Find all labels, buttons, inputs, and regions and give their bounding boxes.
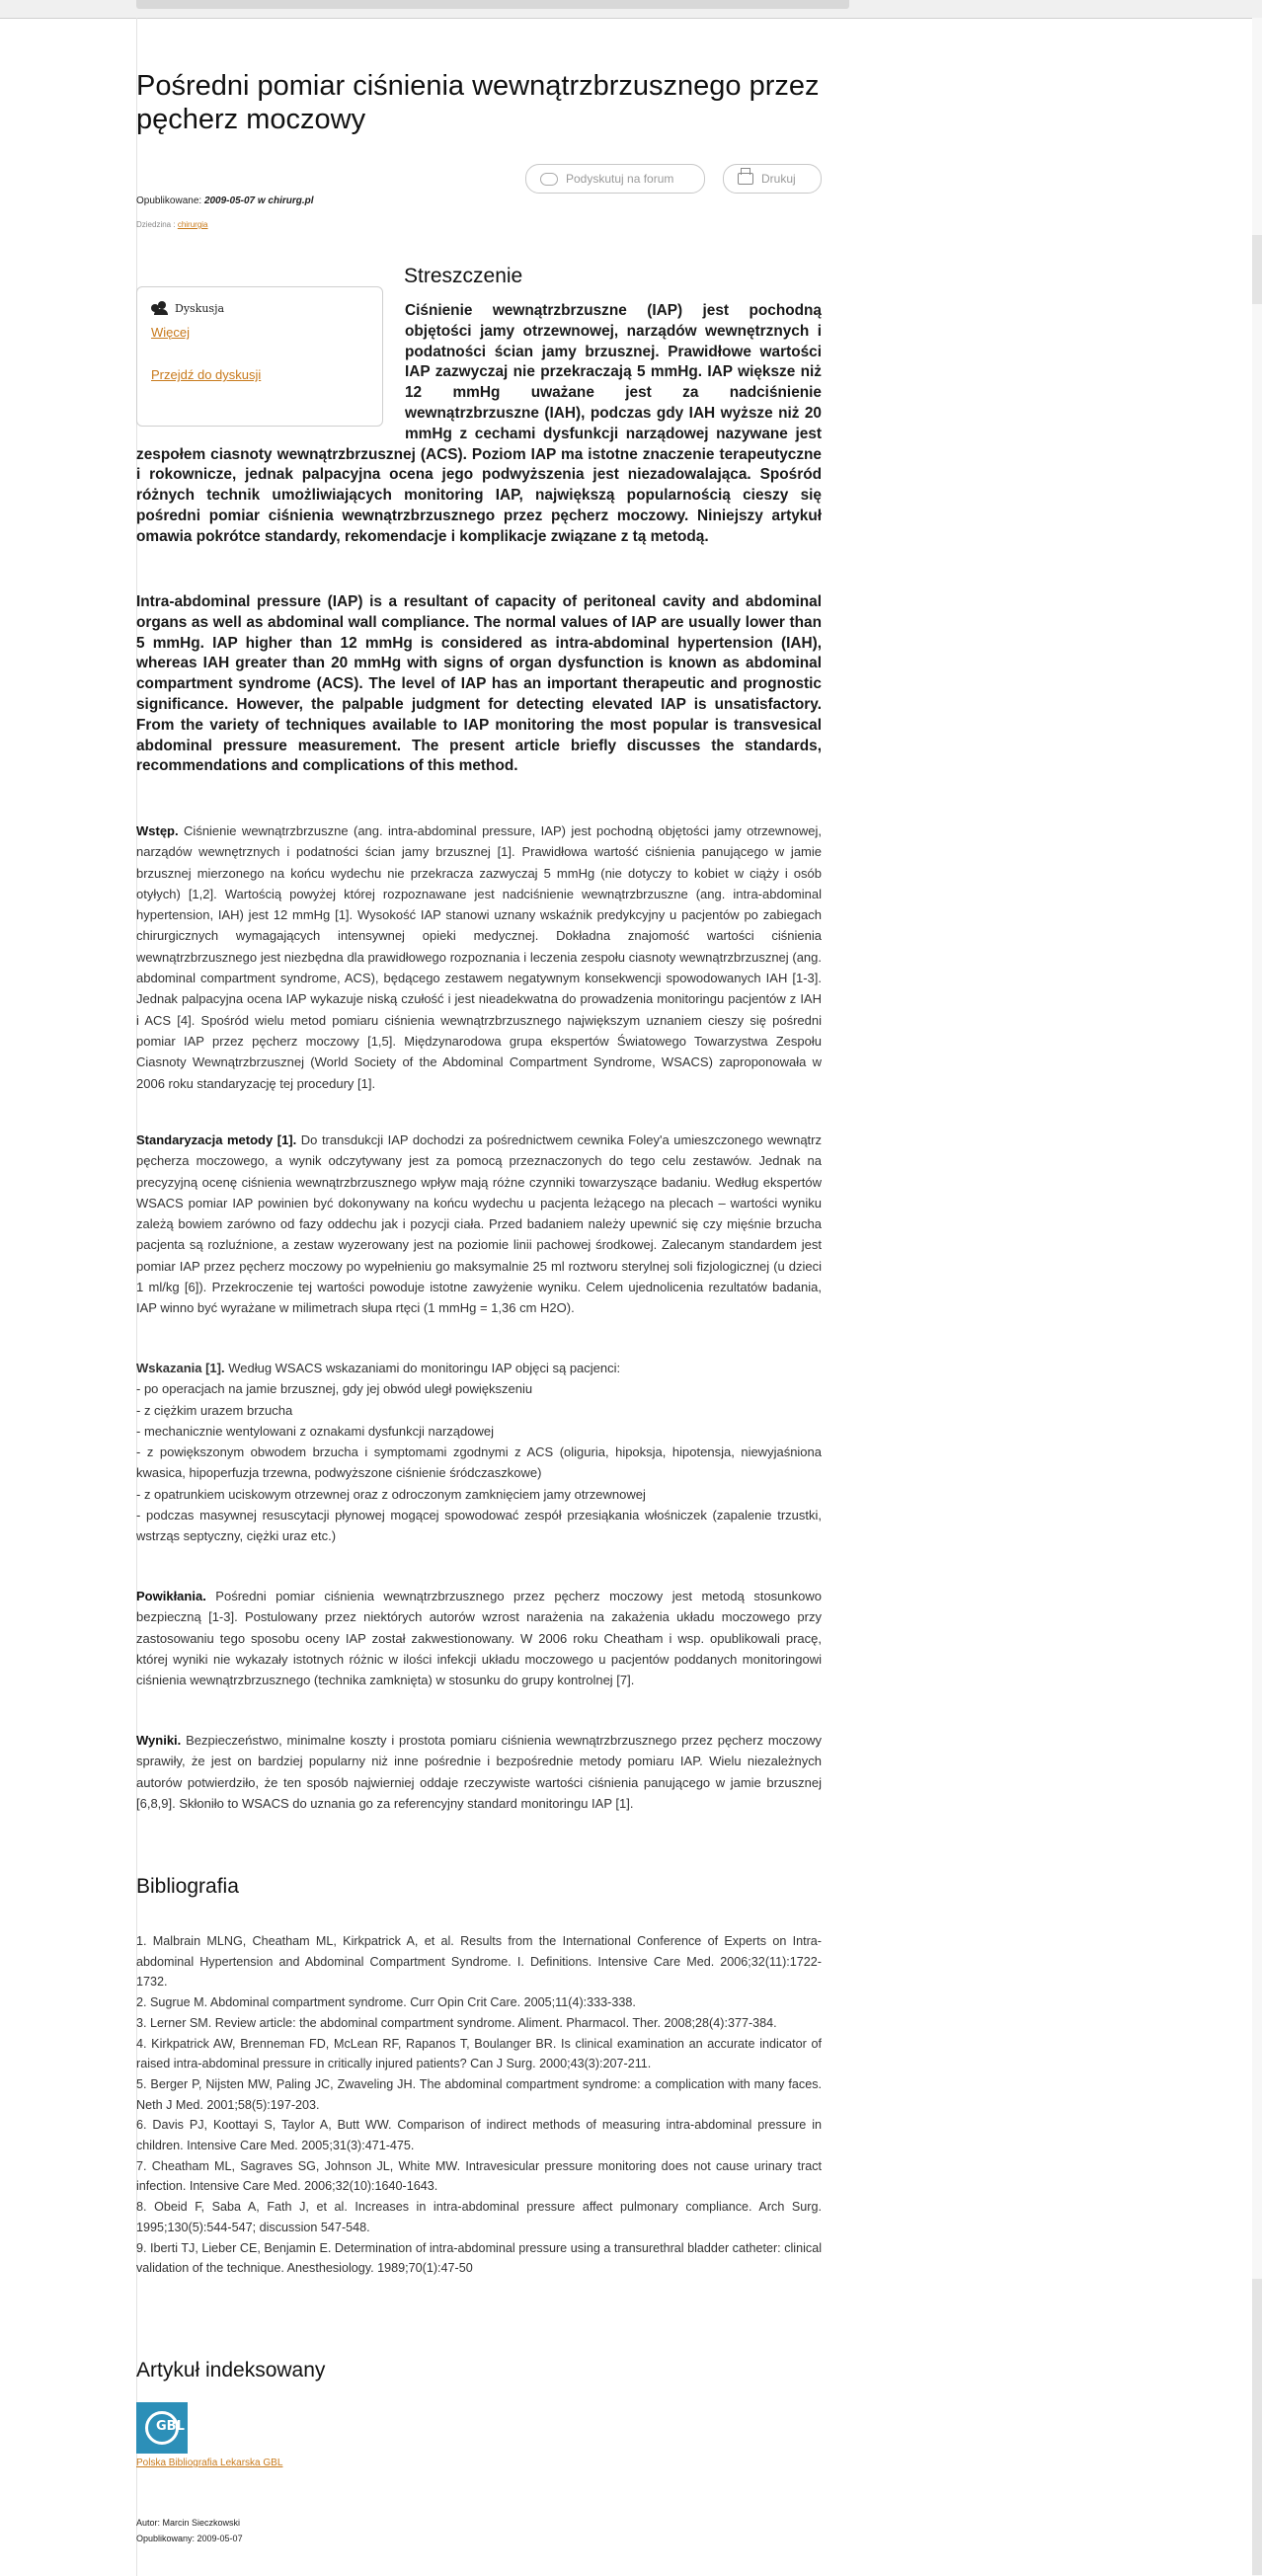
browser-top-bar xyxy=(0,0,1262,19)
gbl-logo-icon xyxy=(145,2411,185,2445)
section-standard xyxy=(136,1130,822,1319)
print-button-label: Drukuj xyxy=(761,172,796,186)
list-item: 9. Iberti TJ, Lieber CE, Benjamin E. Determination of intra-abdominal pressure using a transurethral bladder catheter: clinical validation of the technique. Anesthesiology. 1989;70(1):47-50 xyxy=(136,2240,822,2276)
field-info xyxy=(136,220,208,229)
scrollbar-thumb-lower[interactable] xyxy=(1252,2279,1262,2575)
published-date: Opublikowany: 2009-05-07 xyxy=(136,2534,243,2543)
list-item: 3. Lerner SM. Review article: the abdominal compartment syndrome. Aliment. Pharmacol. Ther. 2008;28(4):377-384. xyxy=(136,2015,777,2030)
section-complications-heading: Powikłania. xyxy=(136,1589,206,1603)
abstract-polish-text: Ciśnienie wewnątrzbrzuszne (IAP) jest pochodną objętości jamy otrzewnowej, narządów wewnętrznych i podatności ścian jamy brzusznej. Prawidłowe wartości IAP zazwyczaj nie przekraczają 5 mmHg. IAP większe niż 12 mmHg uważane jest za nadciśnienie wewnątrzbrzuszne (IAH), podczas gdy IAH wyższe niż 20 mmHg z cechami dysfunkcji narządowej nazywane jest zespołem ciasnoty wewnątrzbrzusznej (ACS). Poziom IAP ma istotne znaczenie terapeutyczne i rokownicze, jednak palpacyjna ocena jego podwyższenia jest niezadowalająca. Spośród różnych technik umożliwiających monitoring IAP, największą popularnością cieszy się pośredni pomiar ciśnienia wewnątrzbrzusznego przez pęcherz moczowy. Niniejszy artykuł omawia pokrótce standardy, rekomendacje i komplikacje związane z tą metodą. xyxy=(136,302,822,545)
list-item: 5. Berger P, Nijsten MW, Paling JC, Zwaveling JH. The abdominal compartment syndrome: a complication with many faces. Neth J Med. 2001;58(5):197-203. xyxy=(136,2076,822,2112)
section-complications xyxy=(136,1586,822,1690)
field-link[interactable]: chirurgia xyxy=(177,220,208,229)
goto-discussion-link[interactable]: Przejdź do dyskusji xyxy=(151,367,262,382)
list-item: 8. Obeid F, Saba A, Fath J, et al. Increases in intra-abdominal pressure affect pulmonary compliance. Arch Surg. 1995;130(5):544-547; discussion 547-548. xyxy=(136,2200,822,2234)
article-actions xyxy=(525,164,822,194)
section-standard-text: Do transdukcji IAP dochodzi za pośrednictwem cewnika Foley'a umieszczonego wewnątrz pęcherza moczowego, a wynik odczytywany jest za pomocą przeznaczonych do tego celu zestawów. Jednak na precyzyjną ocenę ciśnienia wewnątrzbrzusznego wpływ mają różne czynniki towarzyszące badaniu. Według ekspertów WSACS pomiar IAP powinien być dokonywany na końcu wydechu u pacjenta leżącego na plecach – wartości wyniku zależą bowiem zarówno od fazy oddechu jak i pozycji ciała. Przed badaniem należy upewnić się czy mięśnie brzucha pacjenta są rozluźnione, a zestaw wyzerowany jest na poziomie linii pachowej środkowej. Zalecanym standardem jest pomiar IAP przez pęcherz moczowy po wypełnieniu go maksymalnie 25 ml roztworu sterylnej soli fizjologicznej (u dzieci 1 ml/kg [6]). Przekroczenie tej wartości powoduje istotne zawyżenie wyniku. Celem ujednolicenia rezultatów badania, IAP winno być wyrażane w milimetrach słupa rtęci (1 mmHg = 1,36 cm H2O). xyxy=(136,1132,822,1316)
abstract-polish xyxy=(136,301,822,548)
section-intro-text: Ciśnienie wewnątrzbrzuszne (ang. intra-abdominal pressure, IAP) jest pochodną objętości jamy otrzewnowej, narządów wewnętrznych i podatności ścian jamy brzusznej [1]. Prawidłowa wartość ciśnienia panującego w jamie brzusznej mierzonego na końcu wydechu nie przekracza zazwyczaj 5 mmHg (nie dotyczy to kobiet w ciąży i osób otyłych) [1,2]. Wartością powyżej której rozpoznawane jest nadciśnienie wewnątrzbrzuszne (ang. intra-abdominal hypertension, IAH) jest 12 mmHg [1]. Wysokość IAP stanowi uznany wskaźnik predykcyjny u pacjentów po zabiegach chirurgicznych wymagających intensywnej opieki medycznej. Dokładna znajomość wartości ciśnienia wewnątrzbrzusznego jest niezbędna dla prawidłowego rozpoznania i leczenia zespołu ciasnoty wewnątrzbrzusznej (ang. abdominal compartment syndrome, ACS), będącego zestawem negatywnym konsekwencji spowodowanych IAH [1-3]. Jednak palpacyjna ocena IAP wykazuje niską czułość i jest nieadekwatna do prowadzenia monitoringu pacjentów z IAH i ACS [4]. Spośród wielu metod pomiaru ciśnienia wewnątrzbrzusznego największym uznaniem cieszy się pośredni pomiar IAP przez pęcherz moczowy [1,5]. Międzynarodowa grupa ekspertów Światowego Towarzystwa Zespołu Ciasnoty Wewnątrzbrzusznej (World Society of the Abdominal Compartment Syndrome, WSACS) zaproponowała w 2006 roku standaryzację tej procedury [1]. xyxy=(136,823,822,1091)
discussion-heading: Dyskusja xyxy=(175,301,225,315)
section-intro xyxy=(136,820,822,1094)
list-item: 7. Cheatham ML, Sagraves SG, Johnson JL, White MW. Intravesicular pressure monitoring does not cause urinary tract infection. Intensive Care Med. 2006;32(10):1640-1643. xyxy=(136,2158,822,2194)
vertical-scrollbar[interactable] xyxy=(1252,18,1262,2576)
forum-button-label: Podyskutuj na forum xyxy=(566,172,674,186)
print-button[interactable] xyxy=(723,164,822,194)
forum-button[interactable] xyxy=(525,164,705,194)
printer-icon xyxy=(738,173,753,185)
list-item: - z opatrunkiem uciskowym otrzewnej oraz z odroczonym zamknięciem jamy otrzewnowej xyxy=(136,1486,646,1502)
section-indications-heading: Wskazania [1]. xyxy=(136,1361,225,1375)
section-intro-heading: Wstęp. xyxy=(136,823,179,838)
published-value: 2009-05-07 w chirurg.pl xyxy=(203,195,314,206)
horizontal-scrollbar[interactable] xyxy=(136,0,849,9)
bibliography-list xyxy=(136,1931,822,2279)
list-item: - mechanicznie wentylowani z oznakami dysfunkcji narządowej xyxy=(136,1423,495,1439)
section-results-text: Bezpieczeństwo, minimalne koszty i prostota pomiaru ciśnienia wewnątrzbrzusznego przez pęcherz moczowy sprawiły, że jest on bardziej popularny niż inne pośrednie i bezpośrednie metody pomiaru IAP. Wielu niezależnych autorów potwierdziło, że ten sposób najwierniej oddaje rzeczywiste wartości ciśnienia panującego w jamie brzusznej [6,8,9]. Skłoniło to WSACS do uznania go za referencyjny standard monitoringu IAP [1]. xyxy=(136,1733,822,1811)
section-indications-intro: Według WSACS wskazaniami do monitoringu IAP objęci są pacjenci: xyxy=(224,1361,621,1375)
page-title: Pośredni pomiar ciśnienia wewnątrzbrzusznego przez pęcherz moczowy xyxy=(136,70,820,135)
field-label: Dziedzina : xyxy=(136,220,176,229)
section-results xyxy=(136,1730,822,1814)
section-indications xyxy=(136,1358,822,1547)
list-item: 4. Kirkpatrick AW, Brenneman FD, McLean RF, Rapanos T, Boulanger BR. Is clinical examination an accurate indicator of raised intra-abdominal pressure in critically injured patients? Can J Surg. 2000;43(3):207-211. xyxy=(136,2036,822,2071)
gbl-logo-text: GBL xyxy=(156,2419,185,2434)
list-item: - z powiększonym obwodem brzucha i symptomami zgodnymi z ACS (oliguria, hipoksja, hipotensja, niewyjaśniona kwasica, hipoperfuzja trzewna, podwyższone ciśnienie śródczaszkowe) xyxy=(136,1444,822,1481)
gbl-logo[interactable] xyxy=(136,2402,188,2454)
list-item: - z ciężkim urazem brzucha xyxy=(136,1402,293,1418)
speech-bubble-icon xyxy=(540,173,558,186)
list-item: 2. Sugrue M. Abdominal compartment syndrome. Curr Opin Crit Care. 2005;11(4):333-338. xyxy=(136,1995,636,2010)
list-item: 1. Malbrain MLNG, Cheatham ML, Kirkpatrick A, et al. Results from the International Conference of Experts on Intra-abdominal Hypertension and Abdominal Compartment Syndrome. I. Definitions. Intensive Care Med. 2006;32(11):1722-1732. xyxy=(136,1934,822,1990)
indexed-heading: Artykuł indeksowany xyxy=(136,2359,326,2381)
article-footer xyxy=(136,2515,243,2546)
gbl-link[interactable]: Polska Bibliografia Lekarska GBL xyxy=(136,2458,283,2468)
discussion-more-link[interactable]: Więcej xyxy=(151,325,191,340)
list-item xyxy=(136,1358,822,1378)
section-standard-heading: Standaryzacja metody [1]. xyxy=(136,1132,297,1147)
scrollbar-thumb[interactable] xyxy=(1252,235,1262,304)
section-results-heading: Wyniki. xyxy=(136,1733,182,1748)
list-item: 6. Davis PJ, Koottayi S, Taylor A, Butt WW. Comparison of indirect methods of measuring intra-abdominal pressure in children. Intensive Care Med. 2005;31(3):471-475. xyxy=(136,2118,822,2153)
published-info xyxy=(136,195,314,206)
author: Autor: Marcin Sieczkowski xyxy=(136,2518,241,2528)
abstract-english: Intra-abdominal pressure (IAP) is a resultant of capacity of peritoneal cavity and abdominal organs as well as abdominal wall compliance. The normal values of IAP are usually lower than 5 mmHg. IAP higher than 12 mmHg is considered as intra-abdominal hypertension (IAH), whereas IAH greater than 20 mmHg with signs of organ dysfunction is known as abdominal compartment syndrome (ACS). The level of IAP has an important therapeutic and prognostic significance. However, the palpable judgment for detecting elevated IAP is unsatisfactory. From the variety of techniques available to IAP monitoring the most popular is transvesical abdominal pressure measurement. The present article briefly discusses the standards, recommendations and complications of this method. xyxy=(136,593,822,775)
bibliography-heading: Bibliografia xyxy=(136,1875,239,1898)
abstract-title: Streszczenie xyxy=(404,265,523,287)
section-complications-text: Pośredni pomiar ciśnienia wewnątrzbrzusznego przez pęcherz moczowy jest metodą stosunkowo bezpieczną [1-3]. Postulowany przez niektórych autorów wzrost narażenia na zakażenia układu moczowego przy zastosowaniu tego sposobu oceny IAP został zakwestionowany. W 2006 roku Cheatham i wsp. opublikowali pracę, której wyniki nie wykazały istotnych różnic w ilości infekcji układu moczowego u pacjentów poddanych monitoringowi ciśnienia wewnątrzbrzusznego (technika zamknięta) w stosunku do grupy kontrolnej [7]. xyxy=(136,1589,822,1688)
published-label: Opublikowane: xyxy=(136,195,202,206)
list-item: - podczas masywnej resuscytacji płynowej mogącej spowodować zespół przesiąkania włośniczek (zapalenie trzustki, wstrząs septyczny, ciężki uraz etc.) xyxy=(136,1508,822,1544)
list-item: - po operacjach na jamie brzusznej, gdy jej obwód uległ powiększeniu xyxy=(136,1381,533,1397)
